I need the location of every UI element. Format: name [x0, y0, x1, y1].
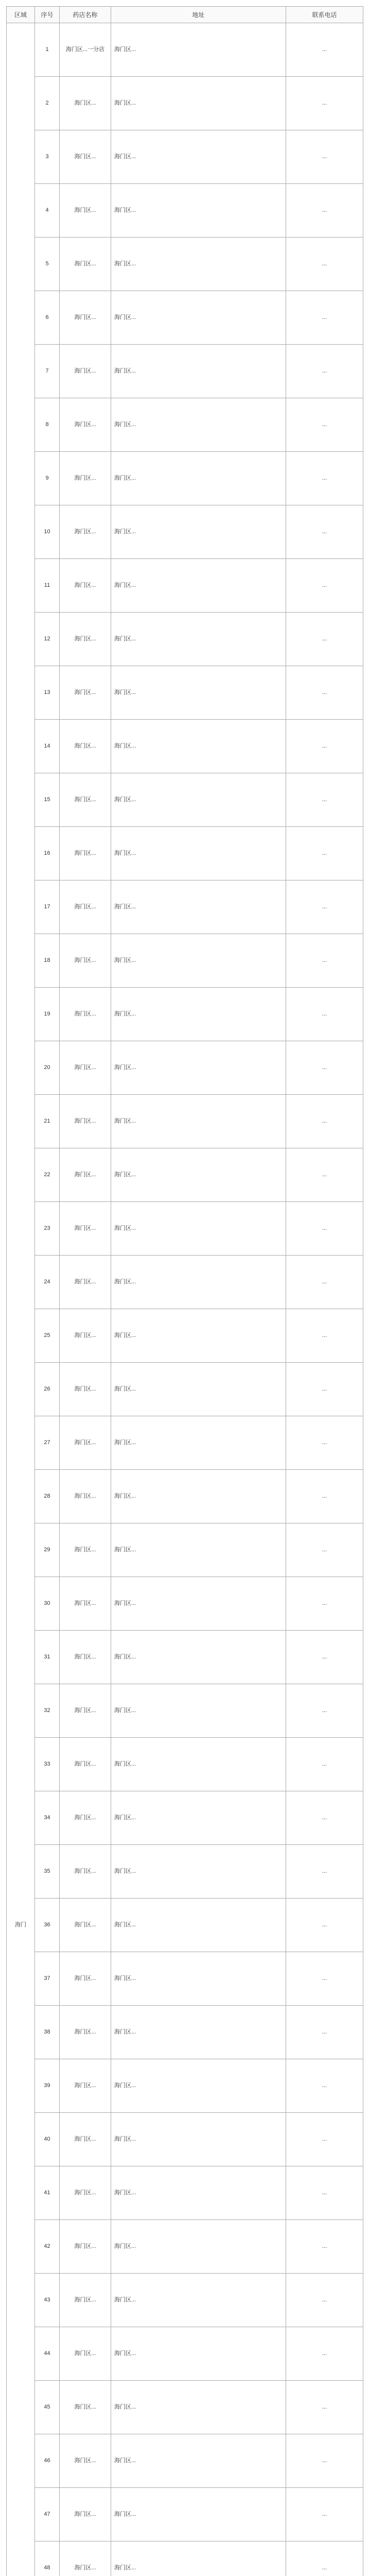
row-number-cell: 33: [35, 1738, 60, 1791]
pharmacy-name-cell: 海门区...: [60, 1095, 111, 1148]
address-cell: 海门区...: [111, 613, 286, 666]
address-cell: 海门区...: [111, 1738, 286, 1791]
row-number-cell: 14: [35, 720, 60, 773]
table-row: [7, 23, 363, 77]
row-number-cell: 38: [35, 2006, 60, 2059]
pharmacy-name-cell: 海门区...: [60, 1577, 111, 1631]
table-row: [7, 345, 363, 398]
phone-cell: ...: [286, 130, 363, 184]
region-cell: 海门: [7, 23, 35, 2576]
address-cell: 海门区...: [111, 988, 286, 1041]
phone-cell: ...: [286, 1845, 363, 1899]
table-row: [7, 934, 363, 988]
pharmacy-name-cell: 海门区...: [60, 505, 111, 559]
row-number-cell: 24: [35, 1256, 60, 1309]
address-cell: 海门区...: [111, 77, 286, 130]
address-cell: 海门区...: [111, 2113, 286, 2166]
phone-cell: ...: [286, 2059, 363, 2113]
row-number-cell: 3: [35, 130, 60, 184]
row-number-cell: 22: [35, 1148, 60, 1202]
phone-cell: ...: [286, 2434, 363, 2488]
address-cell: 海门区...: [111, 666, 286, 720]
phone-cell: ...: [286, 2488, 363, 2541]
row-number-cell: 25: [35, 1309, 60, 1363]
table-row: [7, 1202, 363, 1256]
phone-cell: ...: [286, 345, 363, 398]
row-number-cell: 28: [35, 1470, 60, 1523]
table-row: [7, 1577, 363, 1631]
table-row: [7, 2434, 363, 2488]
address-cell: 海门区...: [111, 1684, 286, 1738]
row-number-cell: 11: [35, 559, 60, 613]
pharmacy-name-cell: 海门区...: [60, 77, 111, 130]
pharmacy-name-cell: 海门区...: [60, 2059, 111, 2113]
phone-cell: ...: [286, 1148, 363, 1202]
table-row: [7, 1952, 363, 2006]
row-number-cell: 44: [35, 2327, 60, 2381]
phone-cell: ...: [286, 23, 363, 77]
table-row: [7, 291, 363, 345]
table-row: [7, 2274, 363, 2327]
pharmacy-name-cell: 海门区...: [60, 2006, 111, 2059]
row-number-cell: 34: [35, 1791, 60, 1845]
row-number-cell: 23: [35, 1202, 60, 1256]
row-number-cell: 46: [35, 2434, 60, 2488]
phone-cell: ...: [286, 398, 363, 452]
phone-cell: ...: [286, 1577, 363, 1631]
phone-cell: ...: [286, 827, 363, 880]
row-number-cell: 32: [35, 1684, 60, 1738]
table-row: [7, 2488, 363, 2541]
address-cell: 海门区...: [111, 2327, 286, 2381]
address-cell: 海门区...: [111, 1899, 286, 1952]
pharmacy-name-cell: 海门区...: [60, 1470, 111, 1523]
phone-cell: ...: [286, 1095, 363, 1148]
phone-cell: ...: [286, 238, 363, 291]
phone-cell: ...: [286, 184, 363, 238]
address-cell: 海门区...: [111, 1363, 286, 1416]
row-number-cell: 45: [35, 2381, 60, 2434]
table-row: [7, 613, 363, 666]
header-region: 区域: [7, 7, 35, 23]
row-number-cell: 47: [35, 2488, 60, 2541]
row-number-cell: 21: [35, 1095, 60, 1148]
table-row: [7, 2006, 363, 2059]
phone-cell: ...: [286, 666, 363, 720]
phone-cell: ...: [286, 2006, 363, 2059]
table-row: [7, 1470, 363, 1523]
row-number-cell: 35: [35, 1845, 60, 1899]
phone-cell: ...: [286, 505, 363, 559]
address-cell: 海门区...: [111, 1845, 286, 1899]
pharmacy-name-cell: 海门区...: [60, 934, 111, 988]
table-row: [7, 2541, 363, 2576]
pharmacy-name-cell: 海门区...: [60, 1845, 111, 1899]
address-cell: 海门区...: [111, 1631, 286, 1684]
row-number-cell: 26: [35, 1363, 60, 1416]
table-row: [7, 1148, 363, 1202]
pharmacy-table: [6, 6, 363, 2576]
pharmacy-name-cell: 海门区...: [60, 345, 111, 398]
table-row: [7, 1095, 363, 1148]
pharmacy-name-cell: 海门区...: [60, 238, 111, 291]
table-row: [7, 2113, 363, 2166]
address-cell: 海门区...: [111, 2059, 286, 2113]
pharmacy-name-cell: 海门区...: [60, 2541, 111, 2576]
phone-cell: ...: [286, 773, 363, 827]
address-cell: 海门区...: [111, 1041, 286, 1095]
address-cell: 海门区...: [111, 773, 286, 827]
table-row: [7, 1523, 363, 1577]
address-cell: 海门区...: [111, 1148, 286, 1202]
pharmacy-name-cell: 海门区...: [60, 988, 111, 1041]
row-number-cell: 9: [35, 452, 60, 505]
table-row: [7, 2220, 363, 2274]
table-row: [7, 1041, 363, 1095]
table-row: [7, 880, 363, 934]
address-cell: 海门区...: [111, 505, 286, 559]
phone-cell: ...: [286, 2113, 363, 2166]
pharmacy-name-cell: 海门区...: [60, 880, 111, 934]
pharmacy-name-cell: 海门区...: [60, 613, 111, 666]
phone-cell: ...: [286, 1684, 363, 1738]
table-row: [7, 720, 363, 773]
header-row: [7, 7, 363, 23]
row-number-cell: 15: [35, 773, 60, 827]
row-number-cell: 30: [35, 1577, 60, 1631]
pharmacy-name-cell: 海门区...: [60, 2166, 111, 2220]
pharmacy-name-cell: 海门区...: [60, 2434, 111, 2488]
address-cell: 海门区...: [111, 1256, 286, 1309]
table-row: [7, 1899, 363, 1952]
table-row: [7, 773, 363, 827]
table-row: [7, 452, 363, 505]
phone-cell: ...: [286, 1202, 363, 1256]
table-row: [7, 1845, 363, 1899]
phone-cell: ...: [286, 1952, 363, 2006]
address-cell: 海门区...: [111, 1952, 286, 2006]
pharmacy-name-cell: 海门区...: [60, 1523, 111, 1577]
table-row: [7, 505, 363, 559]
phone-cell: ...: [286, 1738, 363, 1791]
pharmacy-name-cell: 海门区...: [60, 1416, 111, 1470]
row-number-cell: 41: [35, 2166, 60, 2220]
table-row: [7, 2327, 363, 2381]
address-cell: 海门区...: [111, 2274, 286, 2327]
phone-cell: ...: [286, 1470, 363, 1523]
phone-cell: ...: [286, 77, 363, 130]
address-cell: 海门区...: [111, 23, 286, 77]
table-row: [7, 2059, 363, 2113]
row-number-cell: 18: [35, 934, 60, 988]
phone-cell: ...: [286, 2327, 363, 2381]
pharmacy-name-cell: 海门区...: [60, 2327, 111, 2381]
pharmacy-name-cell: 海门区...: [60, 291, 111, 345]
address-cell: 海门区...: [111, 291, 286, 345]
table-row: [7, 184, 363, 238]
address-cell: 海门区...: [111, 2166, 286, 2220]
header-no: 序号: [35, 7, 60, 23]
pharmacy-name-cell: 海门区...: [60, 1791, 111, 1845]
table-body: [7, 23, 363, 2576]
phone-cell: ...: [286, 2220, 363, 2274]
pharmacy-name-cell: 海门区...: [60, 1899, 111, 1952]
phone-cell: ...: [286, 1416, 363, 1470]
address-cell: 海门区...: [111, 2220, 286, 2274]
pharmacy-name-cell: 海门区...: [60, 1148, 111, 1202]
pharmacy-name-cell: 海门区...: [60, 1738, 111, 1791]
phone-cell: ...: [286, 452, 363, 505]
row-number-cell: 31: [35, 1631, 60, 1684]
address-cell: 海门区...: [111, 238, 286, 291]
address-cell: 海门区...: [111, 1095, 286, 1148]
row-number-cell: 5: [35, 238, 60, 291]
phone-cell: ...: [286, 1791, 363, 1845]
pharmacy-name-cell: 海门区...一分店: [60, 23, 111, 77]
address-cell: 海门区...: [111, 559, 286, 613]
address-cell: 海门区...: [111, 2381, 286, 2434]
pharmacy-name-cell: 海门区...: [60, 827, 111, 880]
phone-cell: ...: [286, 1899, 363, 1952]
row-number-cell: 1: [35, 23, 60, 77]
row-number-cell: 12: [35, 613, 60, 666]
address-cell: 海门区...: [111, 1309, 286, 1363]
address-cell: 海门区...: [111, 880, 286, 934]
table-row: [7, 1684, 363, 1738]
pharmacy-name-cell: 海门区...: [60, 1202, 111, 1256]
row-number-cell: 4: [35, 184, 60, 238]
pharmacy-name-cell: 海门区...: [60, 130, 111, 184]
row-number-cell: 37: [35, 1952, 60, 2006]
table-row: [7, 2166, 363, 2220]
address-cell: 海门区...: [111, 1202, 286, 1256]
phone-cell: ...: [286, 988, 363, 1041]
address-cell: 海门区...: [111, 1470, 286, 1523]
pharmacy-name-cell: 海门区...: [60, 398, 111, 452]
pharmacy-name-cell: 海门区...: [60, 2274, 111, 2327]
row-number-cell: 2: [35, 77, 60, 130]
table-row: [7, 666, 363, 720]
pharmacy-name-cell: 海门区...: [60, 2381, 111, 2434]
row-number-cell: 40: [35, 2113, 60, 2166]
row-number-cell: 8: [35, 398, 60, 452]
row-number-cell: 27: [35, 1416, 60, 1470]
table-row: [7, 827, 363, 880]
address-cell: 海门区...: [111, 827, 286, 880]
phone-cell: ...: [286, 1256, 363, 1309]
table-row: [7, 1416, 363, 1470]
table-row: [7, 559, 363, 613]
pharmacy-name-cell: 海门区...: [60, 1952, 111, 2006]
pharmacy-name-cell: 海门区...: [60, 773, 111, 827]
address-cell: 海门区...: [111, 1577, 286, 1631]
row-number-cell: 48: [35, 2541, 60, 2576]
address-cell: 海门区...: [111, 934, 286, 988]
phone-cell: ...: [286, 2381, 363, 2434]
row-number-cell: 43: [35, 2274, 60, 2327]
address-cell: 海门区...: [111, 345, 286, 398]
table-row: [7, 398, 363, 452]
table-row: [7, 238, 363, 291]
row-number-cell: 16: [35, 827, 60, 880]
pharmacy-name-cell: 海门区...: [60, 720, 111, 773]
pharmacy-name-cell: 海门区...: [60, 559, 111, 613]
table-row: [7, 2381, 363, 2434]
phone-cell: ...: [286, 2166, 363, 2220]
header-address: 地址: [111, 7, 286, 23]
address-cell: 海门区...: [111, 720, 286, 773]
pharmacy-name-cell: 海门区...: [60, 452, 111, 505]
address-cell: 海门区...: [111, 1523, 286, 1577]
row-number-cell: 19: [35, 988, 60, 1041]
table-row: [7, 130, 363, 184]
row-number-cell: 20: [35, 1041, 60, 1095]
pharmacy-name-cell: 海门区...: [60, 2113, 111, 2166]
row-number-cell: 13: [35, 666, 60, 720]
address-cell: 海门区...: [111, 452, 286, 505]
pharmacy-name-cell: 海门区...: [60, 1309, 111, 1363]
phone-cell: ...: [286, 720, 363, 773]
row-number-cell: 7: [35, 345, 60, 398]
pharmacy-name-cell: 海门区...: [60, 2488, 111, 2541]
table-row: [7, 1738, 363, 1791]
table-row: [7, 1309, 363, 1363]
address-cell: 海门区...: [111, 2541, 286, 2576]
address-cell: 海门区...: [111, 184, 286, 238]
phone-cell: ...: [286, 1309, 363, 1363]
table-row: [7, 988, 363, 1041]
phone-cell: ...: [286, 1041, 363, 1095]
table-row: [7, 77, 363, 130]
pharmacy-name-cell: 海门区...: [60, 184, 111, 238]
table-header: [7, 7, 363, 23]
row-number-cell: 42: [35, 2220, 60, 2274]
phone-cell: ...: [286, 2541, 363, 2576]
address-cell: 海门区...: [111, 2434, 286, 2488]
address-cell: 海门区...: [111, 2006, 286, 2059]
address-cell: 海门区...: [111, 130, 286, 184]
row-number-cell: 36: [35, 1899, 60, 1952]
phone-cell: ...: [286, 2274, 363, 2327]
row-number-cell: 10: [35, 505, 60, 559]
pharmacy-name-cell: 海门区...: [60, 1363, 111, 1416]
pharmacy-name-cell: 海门区...: [60, 1684, 111, 1738]
pharmacy-name-cell: 海门区...: [60, 1256, 111, 1309]
phone-cell: ...: [286, 291, 363, 345]
table-row: [7, 1256, 363, 1309]
pharmacy-name-cell: 海门区...: [60, 666, 111, 720]
table-row: [7, 1363, 363, 1416]
table-row: [7, 1791, 363, 1845]
header-name: 药店名称: [60, 7, 111, 23]
pharmacy-name-cell: 海门区...: [60, 1041, 111, 1095]
phone-cell: ...: [286, 559, 363, 613]
phone-cell: ...: [286, 880, 363, 934]
phone-cell: ...: [286, 1631, 363, 1684]
phone-cell: ...: [286, 613, 363, 666]
address-cell: 海门区...: [111, 1416, 286, 1470]
row-number-cell: 29: [35, 1523, 60, 1577]
row-number-cell: 39: [35, 2059, 60, 2113]
phone-cell: ...: [286, 1523, 363, 1577]
address-cell: 海门区...: [111, 398, 286, 452]
address-cell: 海门区...: [111, 2488, 286, 2541]
table-row: [7, 1631, 363, 1684]
row-number-cell: 6: [35, 291, 60, 345]
address-cell: 海门区...: [111, 1791, 286, 1845]
header-phone: 联系电话: [286, 7, 363, 23]
pharmacy-name-cell: 海门区...: [60, 2220, 111, 2274]
pharmacy-name-cell: 海门区...: [60, 1631, 111, 1684]
phone-cell: ...: [286, 934, 363, 988]
row-number-cell: 17: [35, 880, 60, 934]
phone-cell: ...: [286, 1363, 363, 1416]
